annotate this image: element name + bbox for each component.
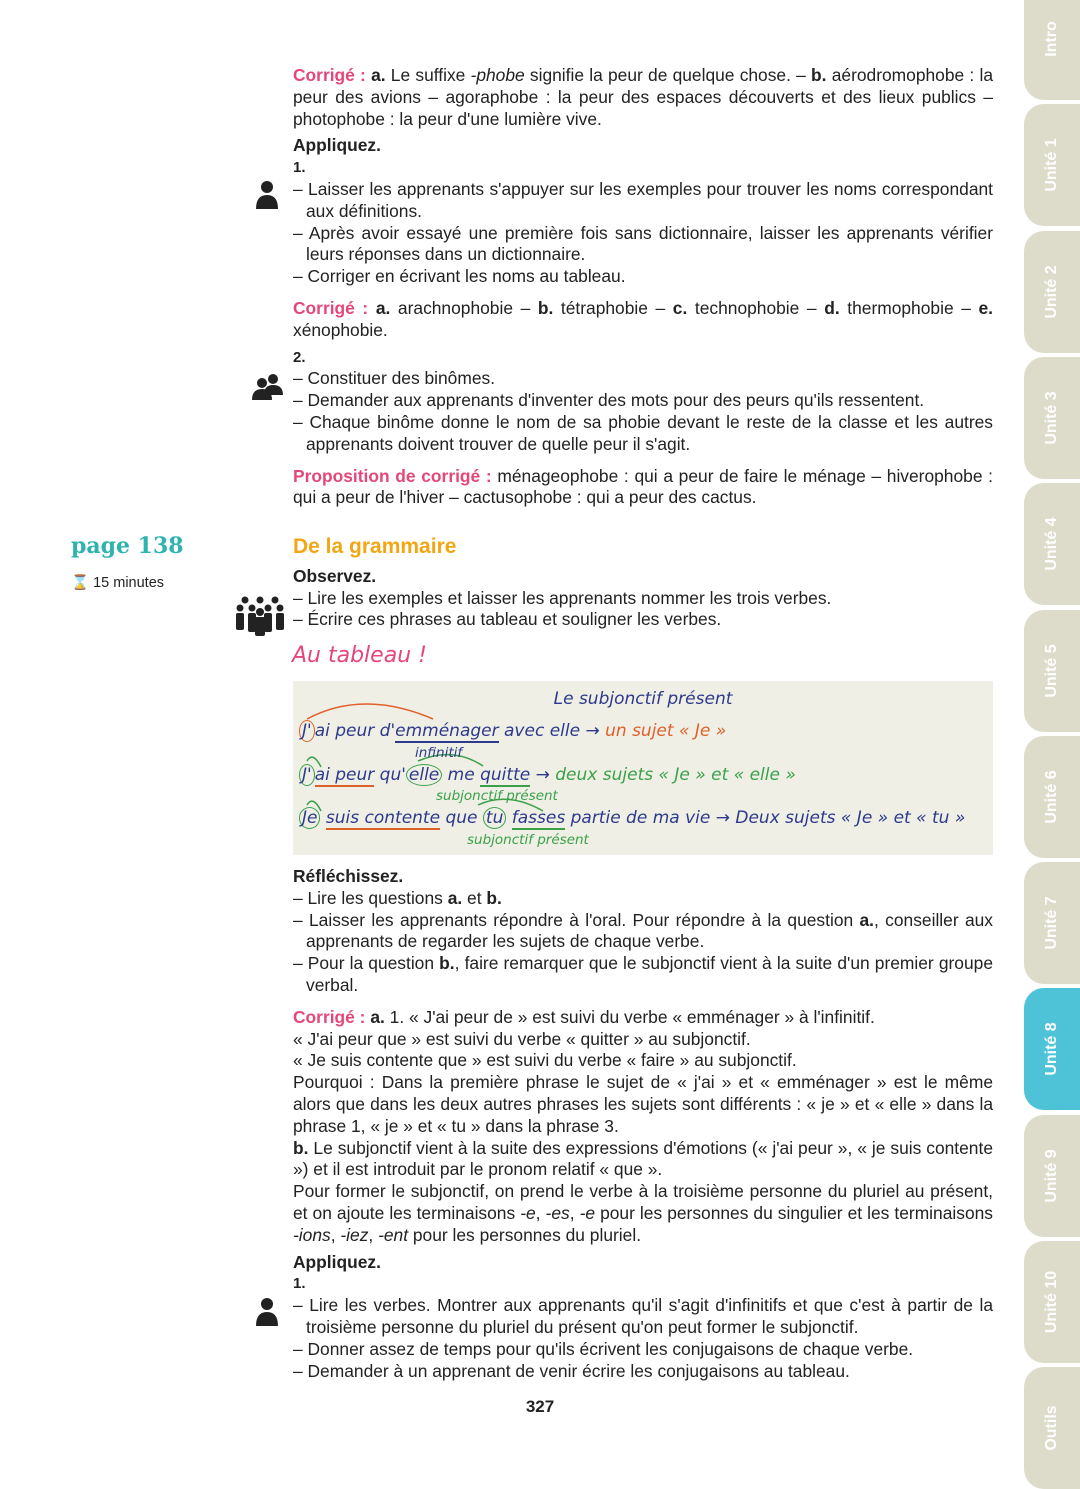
list-item: – Constituer des binômes. (293, 368, 496, 389)
tab-label: Intro (1043, 21, 1061, 57)
tab-label: Unité 5 (1043, 643, 1061, 698)
instructions-observez (293, 588, 993, 632)
tab-label: Unité 6 (1043, 770, 1061, 824)
tab-unit-8[interactable] (1024, 988, 1080, 1110)
board-word: tu (483, 807, 506, 829)
paragraph (293, 1138, 993, 1182)
paragraph (293, 1007, 993, 1029)
text-run: , (330, 1224, 341, 1245)
paragraph (293, 910, 993, 954)
text-run: b. (486, 887, 502, 908)
text-run: « J'ai peur que » est suivi du verbe « quitter » au subjonctif. (293, 1028, 751, 1049)
reflection-section (293, 866, 993, 1382)
text-run: e. (978, 297, 993, 318)
list-item: – Demander aux apprenants d'inventer des mots pour des peurs qu'ils ressentent. (293, 390, 925, 411)
tab-label: Unité 4 (1043, 517, 1061, 571)
paragraph (293, 1029, 993, 1051)
corrige-label: Corrigé : (293, 65, 372, 85)
text-run: -ent (378, 1224, 409, 1245)
text-run: pour les personnes du singulier et les terminaisons (595, 1202, 993, 1223)
tab-unit-10[interactable] (1024, 1241, 1080, 1363)
text-run: -e (520, 1202, 536, 1223)
tab-unit-2[interactable] (1024, 231, 1080, 353)
appliquez-heading: Appliquez. (293, 1251, 381, 1272)
paragraph (293, 888, 993, 910)
board-word: quitte (480, 765, 531, 785)
text-run: thermophobie – (839, 297, 979, 318)
list-item: – Lire les exemples et laisser les apprenants nommer les trois verbes. (293, 587, 832, 608)
corrige-phobies (293, 298, 993, 342)
text-run: a. (859, 909, 875, 930)
text-run: a. (447, 887, 463, 908)
tab-label: Unité 8 (1043, 1022, 1061, 1077)
board-word: ai peur (314, 765, 375, 785)
text-run: , (569, 1202, 580, 1223)
pair-icon (252, 373, 284, 401)
blackboard-example (293, 681, 993, 855)
instructions-reflechissez (293, 888, 993, 997)
text-run: 1. « J'ai peur de » est suivi du verbe « emménager » à l'infinitif. (384, 1006, 875, 1027)
board-word: suis contente (325, 808, 441, 828)
text-run: a. (371, 65, 386, 85)
text-run: – Laisser les apprenants répondre à l'oral. Pour répondre à la question (293, 909, 860, 930)
page-number: 327 (525, 1397, 555, 1416)
person-icon (255, 1297, 279, 1327)
list-item: – Écrire ces phrases au tableau et souligner les verbes. (293, 609, 722, 630)
list-item: – Corriger en écrivant les noms au tableau. (293, 266, 626, 287)
tab-unit-7[interactable] (1024, 862, 1080, 984)
instructions-2 (293, 368, 993, 455)
board-word: → (530, 765, 556, 785)
text-run: b. (293, 1137, 309, 1158)
text-run: Le subjonctif vient à la suite des expressions d'émotions (« j'ai peur », « je suis contente ») et il est introduit par le pronom relatif « que ». (293, 1137, 993, 1180)
board-line-3 (299, 808, 965, 830)
grammar-section (293, 536, 993, 631)
text-run: a. (375, 297, 391, 318)
tab-unit-3[interactable] (1024, 357, 1080, 479)
duration-text: 15 minutes (93, 575, 165, 591)
board-word: elle (406, 764, 442, 786)
board-word: J' (299, 720, 315, 742)
instructions-appliquez (293, 1295, 993, 1382)
text-run: -es (545, 1202, 570, 1223)
text-run: b. (439, 953, 455, 974)
list-item: – Chaque binôme donne le nom de sa phobie devant le reste de la classe et les autres apprenants doivent trouver de quelle peur il s'agit. (293, 411, 993, 454)
board-word: me (442, 765, 481, 785)
text-run: -e (579, 1202, 596, 1223)
text-run: signifie la peur de quelque chose. – (524, 65, 812, 85)
board-word: emménager (395, 721, 499, 741)
board-word: J' (299, 764, 315, 786)
board-word: Je (299, 807, 320, 829)
top-section (293, 65, 993, 509)
board-line-1 (299, 721, 726, 743)
text-run: , faire remarquer que le subjonctif vient à la suite d'un premier groupe verbal. (306, 953, 993, 995)
text-run: et (462, 887, 487, 908)
tab-unit-6[interactable] (1024, 736, 1080, 858)
text-run: tétraphobie – (553, 297, 673, 318)
list-item: – Lire les verbes. Montrer aux apprenants qu'il s'agit d'infinitifs et que c'est à partir de la troisième personne du pluriel du présent qu'on peut former le subjonctif. (293, 1295, 993, 1337)
tab-label: Unité 3 (1043, 391, 1061, 445)
board-word: deux sujets « Je » et « elle » (555, 765, 796, 785)
text-run: technophobie – (687, 297, 825, 318)
section-title: De la grammaire (293, 535, 457, 558)
proposition-corrige (293, 466, 993, 510)
board-word: avec elle → (498, 721, 606, 741)
text-run: aérodromophobe : la peur des avions – agoraphobe : la peur des espaces découverts et des lieux publics – photophobe : la peur d'une lumière vive. (293, 65, 993, 129)
board-word: un sujet « Je » (605, 721, 727, 741)
person-icon (255, 180, 279, 210)
exercise-number: 1. (293, 1275, 306, 1293)
list-item: – Après avoir essayé une première fois sans dictionnaire, laisser les apprenants vérifier leurs réponses dans un dictionnaire. (293, 222, 993, 265)
board-word: partie de ma vie → Deux sujets « Je » et « tu » (565, 808, 966, 828)
board-word (506, 808, 511, 828)
text-run: xénophobie. (293, 319, 388, 340)
corrige-label: Corrigé : (293, 297, 376, 318)
appliquez-heading: Appliquez. (293, 135, 381, 156)
tab-label: Unité 9 (1043, 1149, 1061, 1203)
corrige-subjonctif (293, 1007, 993, 1247)
text-run: « Je suis contente que » est suivi du verbe « faire » au subjonctif. (293, 1050, 797, 1071)
exercise-number: 1. (293, 159, 306, 177)
text-run: d. (824, 297, 840, 318)
text-run: , conseiller aux apprenants de regarder les sujets de chaque verbe. (306, 909, 993, 952)
text-run: – Lire les questions (293, 887, 448, 908)
text-run: b. (537, 297, 554, 318)
text-run: a. (370, 1006, 385, 1027)
group-icon (235, 596, 285, 636)
au-tableau-heading: Au tableau ! (292, 643, 427, 668)
reflechissez-heading: Réfléchissez. (293, 866, 404, 886)
text-run: arachnophobie – (390, 297, 538, 318)
text-run: b. (811, 65, 827, 85)
list-item: – Demander à un apprenant de venir écrire les conjugaisons au tableau. (293, 1360, 850, 1381)
paragraph (293, 1050, 993, 1072)
text-run: ménageophobe : qui a peur de faire le ménage – hiverophobe : qui a peur de l'hiver – cactusophobe : qui a peur des cactus. (293, 465, 994, 508)
tab-label: Unité 2 (1043, 264, 1061, 319)
board-word: ai peur d' (314, 721, 396, 741)
observez-heading: Observez. (293, 565, 377, 586)
tab-outils[interactable] (1024, 1367, 1080, 1489)
instructions-1 (293, 179, 993, 288)
text-run: Pour former le subjonctif, on prend le verbe à la troisième personne du pluriel au présent, et on ajoute les terminaisons (293, 1181, 993, 1223)
corrige-label: Corrigé : (293, 1006, 371, 1027)
tab-label: Unité 7 (1043, 896, 1061, 950)
corrige-suffixe (293, 65, 993, 130)
exercise-number: 2. (293, 348, 306, 366)
text-run: Le suffixe (385, 65, 471, 85)
text-run: , (535, 1202, 546, 1223)
board-word: fasses (511, 808, 566, 828)
text-run: – Pour la question (293, 953, 440, 974)
paragraph (293, 953, 993, 997)
paragraph (293, 1181, 993, 1246)
text-run: -ions (293, 1224, 331, 1245)
tab-label: Unité 1 (1043, 138, 1061, 192)
tab-unit-9[interactable] (1024, 1115, 1080, 1237)
text-run: -iez (340, 1224, 369, 1245)
tab-unit-1[interactable] (1024, 104, 1080, 226)
list-item: – Laisser les apprenants s'appuyer sur les exemples pour trouver les noms correspondant aux définitions. (293, 178, 993, 221)
list-item: – Donner assez de temps pour qu'ils écrivent les conjugaisons de chaque verbe. (293, 1338, 914, 1359)
board-word: qu' (374, 765, 406, 785)
board-line-2 (299, 765, 796, 787)
text-run: pour les personnes du pluriel. (408, 1224, 642, 1245)
tab-label: Outils (1043, 1405, 1061, 1451)
corrige-label: Proposition de corrigé : (293, 465, 498, 486)
tab-unit-4[interactable] (1024, 483, 1080, 605)
text-run: , (368, 1224, 379, 1245)
tab-unit-5[interactable] (1024, 610, 1080, 732)
tab-label: Unité 10 (1043, 1270, 1061, 1334)
board-note: infinitif (415, 745, 463, 761)
board-note: subjonctif présent (467, 832, 589, 848)
page-reference: page 138 (71, 533, 184, 559)
board-word: que (440, 808, 483, 828)
text-run: -phobe (470, 65, 525, 85)
text-run: c. (672, 297, 688, 318)
text-run: Pourquoi : Dans la première phrase le sujet de « j'ai » et « emménager » est le même alors que dans les deux autres phrases les sujets sont différents : « je » et « elle » dans la phrase 1, « je » et « tu » dans la phrase 3. (293, 1072, 993, 1136)
hourglass-icon: ⌛ (71, 575, 90, 591)
board-note: subjonctif présent (436, 788, 558, 804)
duration (71, 573, 164, 595)
paragraph (293, 1072, 993, 1137)
board-title: Le subjonctif présent (553, 689, 733, 709)
tab-intro[interactable] (1024, 0, 1080, 100)
